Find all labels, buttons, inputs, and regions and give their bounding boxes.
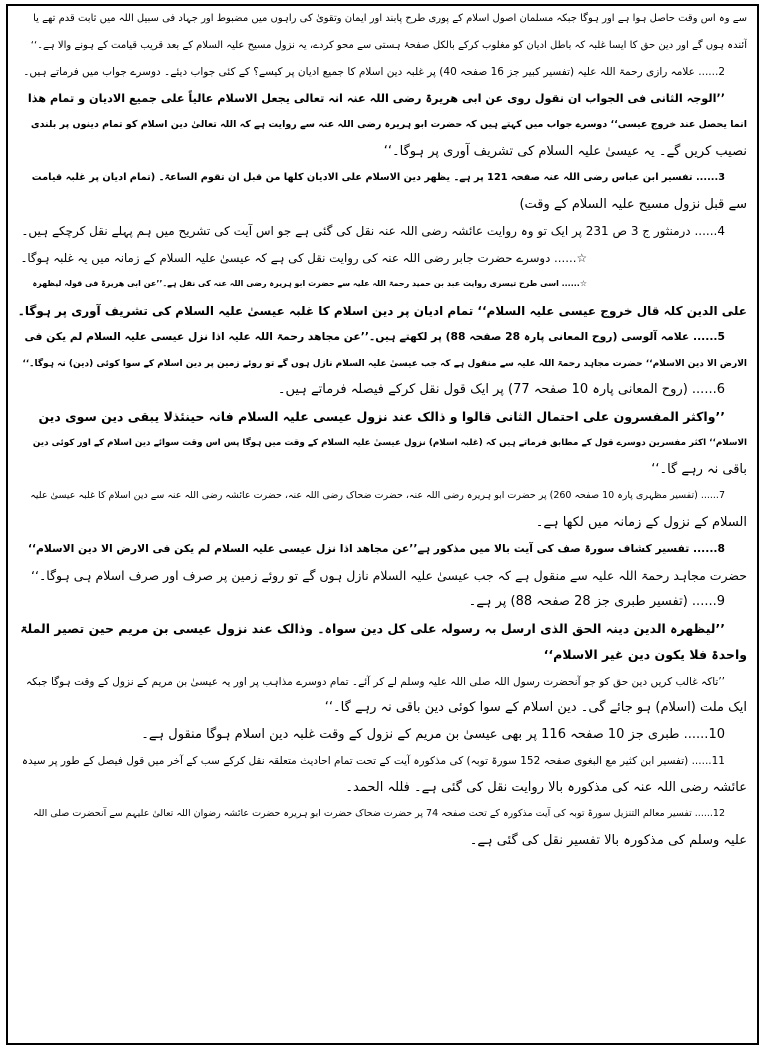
text-line-18: باقی نہ رہے گا۔‘‘ <box>651 461 747 477</box>
text-line-27: ایک ملت (اسلام) ہو جائے گی۔ دین اسلام کے سوا کوئی دین باقی نہ رہے گا۔‘‘ <box>324 700 747 715</box>
text-line-7: 3...... تفسیر ابن عباس رضی اللہ عنہ صفحہ 121 پر ہے۔ یظھر دین الاسلام علی الادیان کلھا من قبل ان تقوم الساعۃ۔ (تمام ادیان پر غلبہ قیامت <box>31 172 725 183</box>
text-line-2: آئندہ ہوں گے اور دین حق کا ایسا غلبہ کہ باطل ادیان کو مغلوب کرکے بالکل صفحۂ ہستی سے محو کردے، یہ نزول مسیح علیہ السلام کے بعد قریب قیامت کے ہونے والا ہے۔‘‘ <box>30 39 747 51</box>
text-line-31: 12...... تفسیر معالم التنزیل سورۃ توبہ کی آیت مذکورہ کے تحت صفحہ 74 پر حضرت ضحاک حضرت ابو ہریرہ حضرت عائشہ رضوان اللہ تعالیٰ علیہم سے آنحضرت صلی اللہ <box>32 808 725 819</box>
text-line-11: ☆...... اسی طرح تیسری روایت عبد بن حمید رحمۃ اللہ علیہ سے حضرت ابو ہریرہ رضی اللہ عنہ کی نقل ہے۔’’عن ابی ھریرۃ فی قولہ لیظھرہ <box>32 279 587 288</box>
text-line-16: ’’واکثر المفسرون علی احتمال الثانی قالوا و ذالک عند نزول عیسی علیہ السلام فانہ حینئذلا یبقی دین سوی دین <box>38 408 725 424</box>
text-line-26: ’’تاکہ غالب کریں دین حق کو جو آنحضرت رسول اللہ صلی اللہ علیہ وسلم لے کر آئے۔ تمام دوسرے مذاہب پر اور یہ عیسیٰ بن مریم کے نزول کے وقت ہوگا جبکہ <box>26 675 725 688</box>
text-line-25: واحدۃ فلا یکون دین غیر الاسلام‘‘ <box>543 647 747 662</box>
text-line-29: 11...... (تفسیر ابن کثیر مع البغوی صفحہ 152 سورۃ توبہ) کی مذکورہ آیت کے تحت تمام احادیث متعلقہ نقل کرکے سب کے آخر میں قول فیصل کے طور پر سیدہ <box>21 755 725 767</box>
text-line-23: 9...... (تفسیر طبری جز 28 صفحہ 88) پر ہے۔ <box>468 594 725 609</box>
text-line-21: 8...... تفسیر کشاف سورۃ صف کی آیت بالا میں مذکور ہے’’عن مجاھد اذا نزل عیسی علیہ السلام لم یکن فی الارض الا دین الاسلام‘‘ <box>27 542 725 555</box>
text-line-22: حضرت مجاہد رحمۃ اللہ علیہ سے منقول ہے کہ جب عیسیٰ علیہ السلام نازل ہوں گے تو روئے زمین پر صرف اور صرف اسلام ہی ہوگا۔‘‘ <box>31 567 747 583</box>
text-line-5: انما یحصل عند خروج عیسی‘‘ دوسرے جواب میں کہتے ہیں کہ حضرت ابو ہریرہ رضی اللہ عنہ سے روایت ہے کہ اللہ تعالیٰ دین اسلام کو تمام دینوں پر بلندی <box>30 119 747 130</box>
text-line-3: 2...... علامہ رازی رحمۃ اللہ علیہ (تفسیر کبیر جز 16 صفحہ 40) پر غلبہ دین اسلام کا جمیع ادیان پر کیسے؟ کے کئی جواب دیئے۔ دوسرے جواب میں فرماتے ہیں۔ <box>23 66 725 78</box>
text-line-24: ’’لیظھرہ الدین دینہ الحق الذی ارسل بہ رسولہ علی کل دین سواہ۔ وذالک عند نزول عیسی بن مریم حین تصیر الملۃ <box>20 620 725 636</box>
text-line-10: ☆...... دوسرے حضرت جابر رضی اللہ عنہ کی روایت نقل کی ہے کہ عیسیٰ علیہ السلام کے زمانہ میں یہ غلبہ ہوگا۔ <box>20 250 587 265</box>
text-line-9: 4...... درمنثور ج 3 ص 231 پر ایک تو وہ روایت عائشہ رضی اللہ عنہ نقل کی گئی ہے جو اس آیت کی تشریح میں ہم پہلے نقل کرچکے ہیں۔ <box>21 224 725 238</box>
text-line-1: سے وہ اس وقت حاصل ہوا ہے اور ہوگا جبکہ مسلمان اصول اسلام کے پوری طرح پابند اور ایمان وتقویٰ کی راہوں میں مضبوط اور جہاد فی سبیل اللہ میں ثابت قدم تھے یا <box>33 13 747 24</box>
text-line-6: نصیب کریں گے۔ یہ عیسیٰ علیہ السلام کی تشریف آوری پر ہوگا۔‘‘ <box>383 143 747 159</box>
text-line-4: ’’الوجہ الثانی فی الجواب ان نقول روی عن ابی ھریرۃ رضی اللہ عنہ انہ تعالی یجعل الاسلام عالیاً علی جمیع الادیان و تمام ھذا <box>27 91 725 105</box>
text-line-20: السلام کے نزول کے زمانہ میں لکھا ہے۔ <box>535 514 747 530</box>
text-line-17: الاسلام‘‘ اکثر مفسرین دوسرے قول کے مطابق فرماتے ہیں کہ (غلبہ اسلام) نزول عیسیٰ علیہ السلام کے وقت میں ہوگا پس اس وقت سوائے دین اسلام کے اور کوئی دین <box>32 438 747 448</box>
text-frame <box>6 4 759 1045</box>
text-line-28: 10...... طبری جز 10 صفحہ 116 پر بھی عیسیٰ بن مریم کے نزول کے وقت غلبہ دین اسلام ہوگا منقول ہے۔ <box>141 726 725 742</box>
text-line-14: الارض الا دین الاسلام‘‘ حضرت مجاہد رحمۃ اللہ علیہ سے منقول ہے کہ جب عیسیٰ علیہ السلام نازل ہوں گے تو روئے زمین پر دین اسلام کے سوا کوئی (دین) نہ ہوگا۔‘‘ <box>22 358 747 369</box>
text-line-32: علیہ وسلم کی مذکورہ بالا تفسیر نقل کی گئی ہے۔ <box>469 832 747 848</box>
text-line-8: سے قبل نزول مسیح علیہ السلام کے وقت) <box>519 196 747 212</box>
text-line-19: 7...... (تفسیر مظہری پارہ 10 صفحہ 260) پر حضرت ابو ہریرہ رضی اللہ عنہ، حضرت ضحاک رضی اللہ عنہ، حضرت عائشہ رضی اللہ عنہ سے دین اسلام کا غلبہ عیسیٰ علیہ <box>30 490 725 501</box>
text-line-30: عائشہ رضی اللہ عنہ کی مذکورہ بالا روایت نقل کی گئی ہے۔ فللہ الحمد۔ <box>345 779 747 795</box>
text-line-13: 5...... علامہ آلوسی (روح المعانی پارہ 28 صفحہ 88) پر لکھتے ہیں۔’’عن مجاھد رحمۃ اللہ علیہ اذا نزل عیسی علیہ السلام لم یکن فی <box>24 330 725 343</box>
text-line-15: 6...... (روح المعانی پارہ 10 صفحہ 77) پر ایک قول نقل کرکے فیصلہ فرماتے ہیں۔ <box>277 382 725 397</box>
text-line-12: علی الدین کلہ قال خروج عیسی علیہ السلام‘‘ تمام ادیان پر دین اسلام کا غلبہ عیسیٰ علیہ السلام کی تشریف آوری پر ہوگا۔ <box>18 303 747 318</box>
